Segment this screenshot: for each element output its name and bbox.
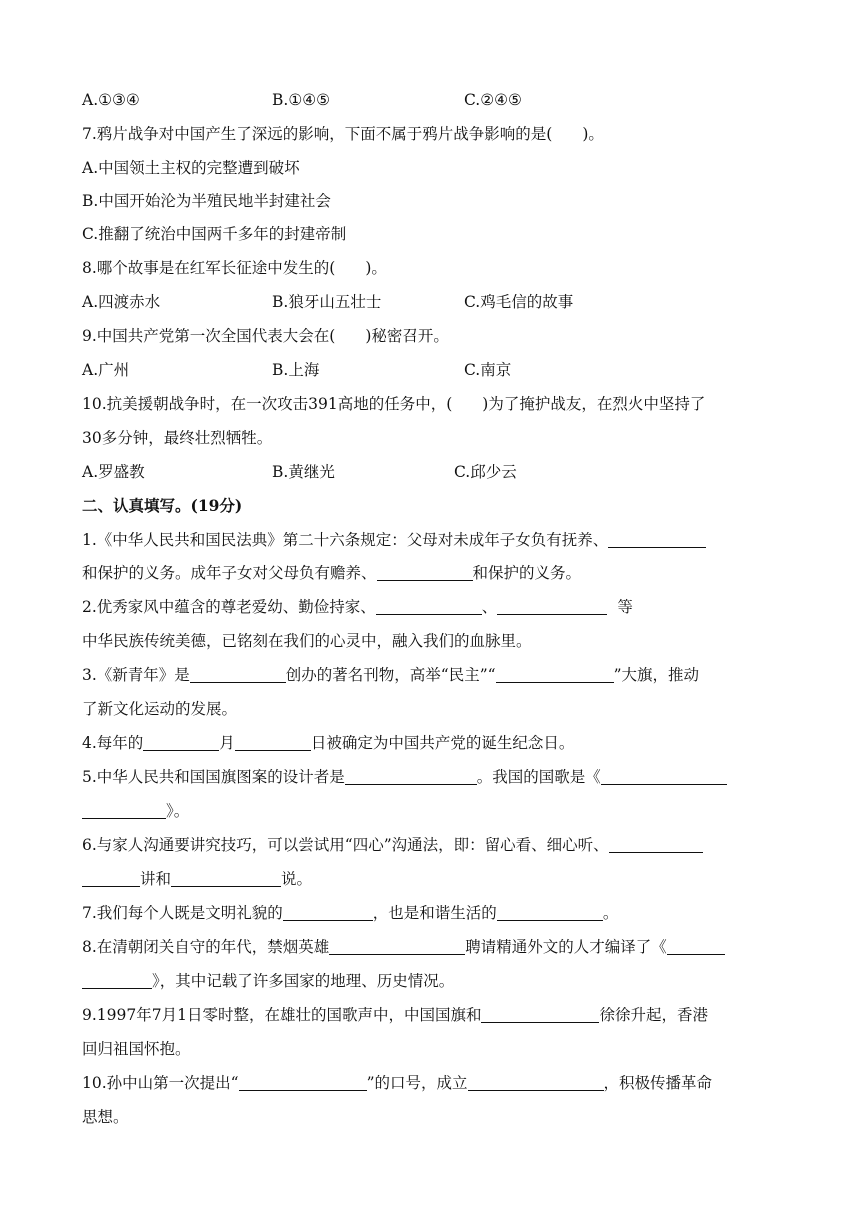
fill-8-line-2: 》，其中记载了许多国家的地理、历史情况。 (82, 971, 782, 991)
fill-blank[interactable] (239, 1075, 367, 1091)
section-2-title: 二、认真填写。(19分) (82, 496, 243, 515)
q10-option-a: A.罗盛教 (82, 463, 145, 481)
fill-blank[interactable] (468, 1075, 604, 1091)
fill-4: 4.每年的 月 日被确定为中国共产党的诞生纪念日。 (82, 734, 575, 752)
fill-blank[interactable] (345, 769, 477, 785)
q10-stem-continued: 30多分钟，最终壮烈牺牲。 (82, 429, 273, 447)
fill-9-line-1: 9.1997年7月1日零时整，在雄壮的国歌声中，中国国旗和 徐徐升起，香港 (82, 1006, 708, 1024)
fill-3-line-2: 了新文化运动的发展。 (82, 700, 238, 718)
q8-option-b: B.狼牙山五壮士 (272, 293, 382, 311)
q6-option-a: A.①③④ (82, 91, 140, 109)
fill-5-line-2: 》。 (82, 801, 782, 821)
fill-10-line-2: 思想。 (82, 1108, 129, 1126)
fill-9-line-2: 回归祖国怀抱。 (82, 1040, 191, 1058)
q6-option-b: B.①④⑤ (272, 91, 331, 109)
fill-blank[interactable] (143, 735, 219, 751)
fill-blank[interactable] (481, 1007, 599, 1023)
q7-stem: 7.鸦片战争对中国产生了深远的影响，下面不属于鸦片战争影响的是( )。 (82, 125, 604, 143)
q9-option-a: A.广州 (82, 361, 130, 379)
fill-8-line-1: 8.在清朝闭关自守的年代，禁烟英雄 聘请精通外文的人才编译了《 (82, 937, 782, 957)
fill-3-line-1: 3.《新青年》是 创办的著名刊物，高举“民主”“ ”大旗，推动 (82, 666, 700, 684)
q10-stem: 10.抗美援朝战争时，在一次攻击391高地的任务中，( )为了掩护战友，在烈火中坚持了 (82, 395, 706, 413)
fill-blank[interactable] (329, 939, 465, 955)
fill-blank[interactable] (497, 905, 603, 921)
q8-option-a: A.四渡赤水 (82, 293, 161, 311)
q7-option-c: C.推翻了统治中国两千多年的封建帝制 (82, 225, 347, 243)
fill-1-line-1: 1.《中华人民共和国民法典》第二十六条规定：父母对未成年子女负有抚养、 (82, 530, 782, 550)
q9-option-b: B.上海 (272, 361, 320, 379)
fill-6-line-2: 讲和 说。 (82, 869, 782, 889)
fill-blank[interactable] (609, 837, 703, 853)
q7-option-b: B.中国开始沦为半殖民地半封建社会 (82, 192, 331, 210)
fill-blank[interactable] (283, 905, 373, 921)
fill-5-line-1: 5.中华人民共和国国旗图案的设计者是 。我国的国歌是《 (82, 767, 782, 787)
fill-blank[interactable] (377, 565, 473, 581)
fill-blank[interactable] (608, 532, 706, 548)
fill-blank[interactable] (82, 803, 166, 819)
q6-option-c: C.②④⑤ (464, 91, 522, 109)
fill-blank[interactable] (82, 973, 152, 989)
q9-stem: 9.中国共产党第一次全国代表大会在( )秘密召开。 (82, 327, 449, 345)
fill-1-line-2: 和保护的义务。成年子女对父母负有赡养、 和保护的义务。 (82, 564, 582, 582)
q8-stem: 8.哪个故事是在红军长征途中发生的( )。 (82, 259, 387, 277)
fill-6-line-1: 6.与家人沟通要讲究技巧，可以尝试用“四心”沟通法，即：留心看、细心听、 (82, 835, 782, 855)
fill-2-line-1: 2.优秀家风中蕴含的尊老爱幼、勤俭持家、 、 等 (82, 598, 633, 616)
fill-blank[interactable] (171, 871, 281, 887)
fill-10-line-1: 10.孙中山第一次提出“ ”的口号，成立 ，积极传播革命 (82, 1074, 713, 1092)
fill-blank[interactable] (82, 871, 140, 887)
fill-blank[interactable] (497, 599, 607, 615)
q10-option-c: C.邱少云 (454, 463, 517, 481)
fill-blank[interactable] (601, 769, 727, 785)
fill-blank[interactable] (190, 667, 286, 683)
fill-blank[interactable] (376, 599, 482, 615)
q9-option-c: C.南京 (464, 361, 512, 379)
fill-blank[interactable] (235, 735, 311, 751)
q7-option-a: A.中国领土主权的完整遭到破坏 (82, 159, 300, 177)
fill-2-line-2: 中华民族传统美德，已铭刻在我们的心灵中，融入我们的血脉里。 (82, 632, 532, 650)
fill-blank[interactable] (667, 939, 725, 955)
fill-blank[interactable] (496, 667, 614, 683)
fill-7: 7.我们每个人既是文明礼貌的 ，也是和谐生活的 。 (82, 904, 619, 922)
q8-option-c: C.鸡毛信的故事 (464, 293, 574, 311)
q10-option-b: B.黄继光 (272, 463, 335, 481)
